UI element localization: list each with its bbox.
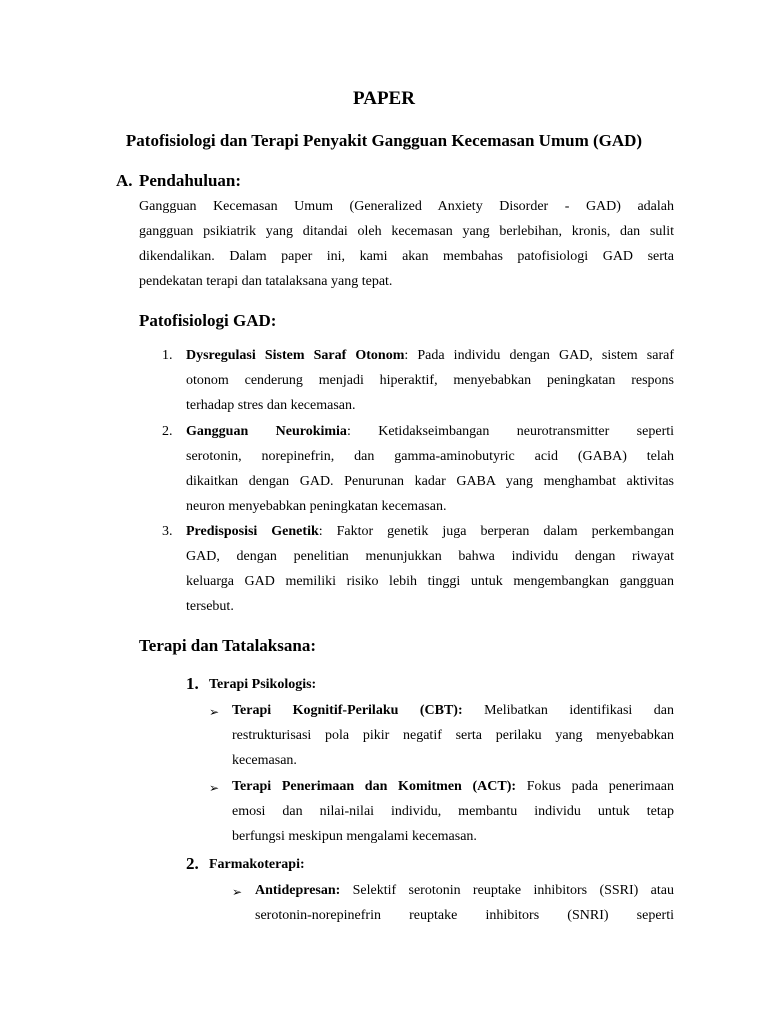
section-a-marker: A. [116, 171, 133, 190]
arrow-bullet-icon: ➢ [209, 705, 220, 719]
terapi-group-2-label: Farmakoterapi: [209, 857, 305, 872]
pato-item-2-line-4: neuron menyebabkan peningkatan kecemasan. [186, 499, 447, 514]
intro-line-1: Gangguan Kecemasan Umum (Generalized Anxiety Disorder - GAD) adalah [139, 199, 674, 214]
pato-item-2-line-3: dikaitkan dengan GAD. Penurunan kadar GABA yang menghambat aktivitas [186, 474, 674, 489]
arrow-bullet-icon: ➢ [209, 781, 220, 795]
terapi-heading: Terapi dan Tatalaksana: [139, 636, 316, 655]
pato-item-1-line-3: terhadap stres dan kecemasan. [186, 398, 356, 413]
paper-subtitle: Patofisiologi dan Terapi Penyakit Gangguan Kecemasan Umum (GAD) [125, 131, 643, 150]
pato-item-3-number: 3. [162, 524, 173, 539]
terapi-group-1-label: Terapi Psikologis: [209, 677, 317, 692]
terapi-group-2-number: 2. [186, 854, 199, 873]
terapi-2-bullet-1-line-2: serotonin-norepinefrin reuptake inhibitors (SNRI) seperti [255, 908, 674, 923]
terapi-1-bullet-1-term: Terapi Kognitif-Perilaku (CBT): [232, 703, 463, 718]
pato-item-1-number: 1. [162, 348, 173, 363]
terapi-1-bullet-1-line-1 [232, 703, 674, 719]
section-a-heading: Pendahuluan: [139, 171, 242, 190]
patofisiologi-heading: Patofisiologi GAD: [139, 311, 277, 330]
pato-item-3-line-1 [186, 524, 674, 540]
pato-item-1-term: Dysregulasi Sistem Saraf Otonom [186, 348, 405, 363]
pato-item-2-term: Gangguan Neurokimia [186, 424, 347, 439]
intro-line-3: dikendalikan. Dalam paper ini, kami akan membahas patofisiologi GAD serta [139, 249, 674, 264]
pato-item-2-number: 2. [162, 424, 173, 439]
arrow-bullet-icon: ➢ [232, 885, 243, 899]
pato-item-3-line-2: GAD, dengan penelitian menunjukkan bahwa individu dengan riwayat [186, 549, 674, 564]
pato-item-2-text: : Ketidakseimbangan neurotransmitter seperti [346, 424, 675, 439]
terapi-1-bullet-2-line-1 [232, 779, 674, 795]
terapi-2-bullet-1-text: Selektif serotonin reuptake inhibitors (SSRI) atau [340, 883, 674, 898]
pato-item-3-text: : Faktor genetik juga berperan dalam perkembangan [318, 524, 674, 539]
terapi-1-bullet-1-text: Melibatkan identifikasi dan [462, 703, 674, 718]
pato-item-1-line-2: otonom cenderung menjadi hiperaktif, menyebabkan peningkatan respons [186, 373, 674, 388]
terapi-group-1-number: 1. [186, 674, 199, 693]
terapi-1-bullet-2-text: Fokus pada penerimaan [516, 779, 674, 794]
pato-item-3-term: Predisposisi Genetik [186, 524, 319, 539]
pato-item-2-line-1 [186, 424, 674, 440]
pato-item-3-line-3: keluarga GAD memiliki risiko lebih tinggi untuk mengembangkan gangguan [186, 574, 674, 589]
intro-line-2: gangguan psikiatrik yang ditandai oleh kecemasan yang berlebihan, kronis, dan sulit [139, 224, 674, 239]
terapi-1-bullet-2-term: Terapi Penerimaan dan Komitmen (ACT): [232, 779, 517, 794]
terapi-1-bullet-2-line-3: berfungsi meskipun mengalami kecemasan. [232, 829, 477, 844]
terapi-2-bullet-1-line-1 [255, 883, 674, 899]
intro-line-4: pendekatan terapi dan tatalaksana yang tepat. [139, 274, 393, 289]
terapi-1-bullet-1-line-2: restrukturisasi pola pikir negatif serta perilaku yang menyebabkan [232, 728, 674, 743]
pato-item-1-text: : Pada individu dengan GAD, sistem saraf [404, 348, 674, 363]
terapi-1-bullet-1-line-3: kecemasan. [232, 753, 297, 768]
terapi-2-bullet-1-term: Antidepresan: [255, 883, 341, 898]
pato-item-3-line-4: tersebut. [186, 599, 234, 614]
pato-item-2-line-2: serotonin, norepinefrin, dan gamma-aminobutyric acid (GABA) telah [186, 449, 674, 464]
pato-item-1-line-1 [186, 348, 674, 364]
paper-title: PAPER [353, 88, 415, 109]
terapi-1-bullet-2-line-2: emosi dan nilai-nilai individu, membantu individu untuk tetap [232, 804, 674, 819]
